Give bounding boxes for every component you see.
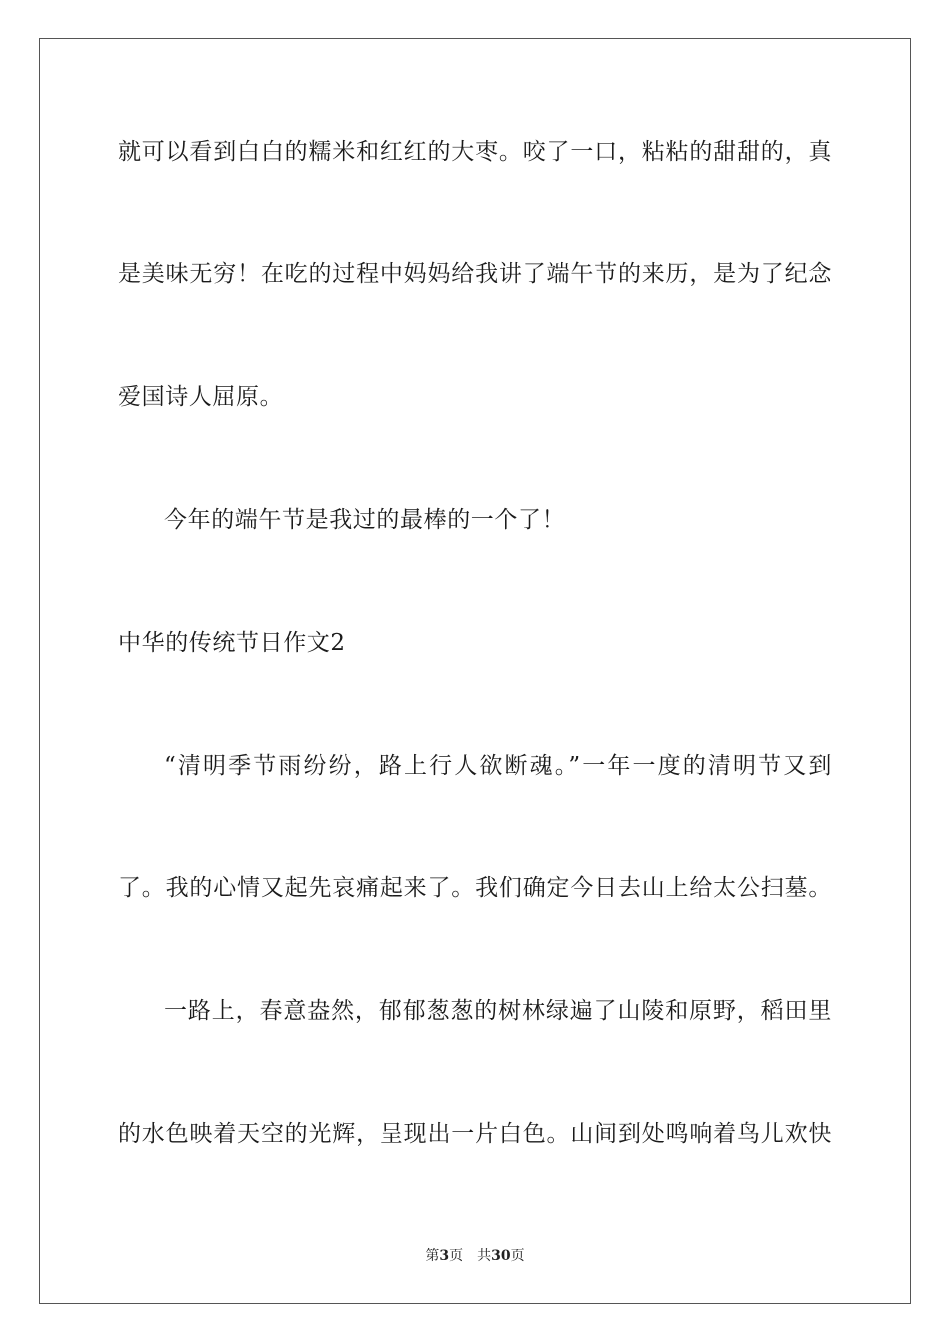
body-line-7: 了。我的心情又起先哀痛起来了。我们确定今日去山上给太公扫墓。 bbox=[118, 875, 832, 901]
footer-page-suffix: 页 bbox=[449, 1248, 464, 1264]
body-line-1: 就可以看到白白的糯米和红红的大枣。咬了一口，粘粘的甜甜的，真 bbox=[118, 139, 832, 165]
body-line-9: 的水色映着天空的光辉，呈现出一片白色。山间到处鸣响着鸟儿欢快 bbox=[118, 1121, 832, 1147]
footer-total-pages: 30 bbox=[491, 1248, 511, 1264]
body-line-2: 是美味无穷！在吃的过程中妈妈给我讲了端午节的来历，是为了纪念 bbox=[118, 261, 832, 287]
body-line-3: 爱国诗人屈原。 bbox=[118, 384, 284, 410]
footer-page-prefix: 第 bbox=[425, 1248, 440, 1264]
footer-page-number: 3 bbox=[439, 1248, 450, 1264]
footer-total-suffix: 页 bbox=[510, 1248, 525, 1264]
section-heading: 中华的传统节日作文2 bbox=[118, 630, 346, 656]
body-line-6: “清明季节雨纷纷，路上行人欲断魂。”一年一度的清明节又到 bbox=[164, 753, 832, 779]
page-footer bbox=[0, 1247, 950, 1265]
body-line-8: 一路上，春意盎然，郁郁葱葱的树林绿遍了山陵和原野，稻田里 bbox=[164, 998, 832, 1024]
page-frame bbox=[39, 38, 911, 1304]
body-line-4: 今年的端午节是我过的最棒的一个了！ bbox=[164, 507, 566, 533]
footer-total-prefix: 共 bbox=[477, 1248, 492, 1264]
